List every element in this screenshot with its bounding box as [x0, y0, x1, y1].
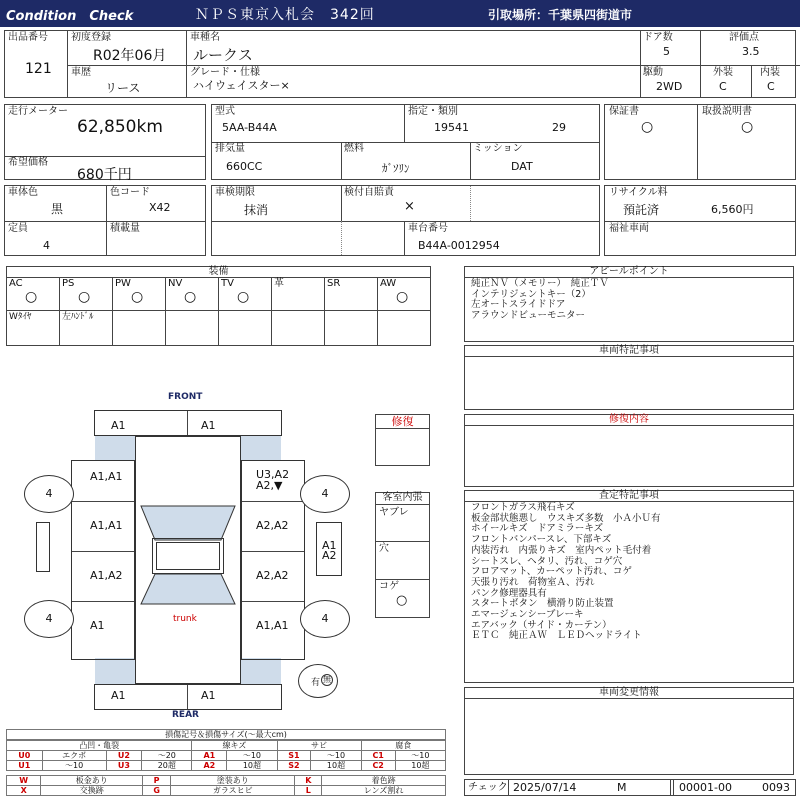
spare-sub: 無 — [323, 675, 331, 684]
equip-label: PW — [115, 278, 131, 289]
first-reg-label: 初度登録 — [71, 32, 111, 43]
equip-label: TV — [221, 278, 234, 289]
inspection-label: 車検期限 — [215, 187, 255, 198]
legend-code: C1 — [361, 751, 395, 761]
change-info-panel — [464, 687, 794, 775]
fuel-value: ｶﾞｿﾘﾝ — [382, 162, 410, 175]
recycle-welfare-panel — [604, 185, 796, 256]
equipment-panel — [6, 266, 431, 346]
legend-code: P — [143, 776, 171, 786]
equip-cell-7 — [378, 278, 431, 311]
capacity-value: 4 — [43, 239, 50, 252]
liability-value: × — [404, 199, 415, 214]
legend-code: U1 — [7, 761, 43, 771]
equip-cell-row2-2 — [113, 311, 166, 345]
trunk-label: trunk — [173, 614, 197, 624]
legend-code: C2 — [361, 761, 395, 771]
equipment-title: 装備 — [7, 267, 430, 278]
note-line: スタートボタン 横滑り防止装置 — [471, 598, 614, 610]
appeal-line: アラウンドビューモニター — [471, 310, 586, 322]
legend-group: サビ — [277, 741, 361, 751]
inspection-notes-title: 査定特記事項 — [465, 491, 793, 502]
legend-code: A1 — [192, 751, 227, 761]
tire-rear-right: 4 — [300, 600, 350, 638]
note-line: シートスレ、ヘタリ、汚れ、コゲ穴 — [471, 555, 623, 567]
model-label: 型式 — [215, 106, 235, 117]
equip-cell-row2-6 — [325, 311, 378, 345]
note-line: 内装汚れ 内張りキズ 室内ペット毛付着 — [471, 544, 652, 556]
tire-front-left: 4 — [24, 475, 74, 513]
legend-code: W — [7, 776, 41, 786]
liability-label: 検付自賠責 — [344, 187, 394, 198]
welfare-label: 福祉車両 — [609, 223, 649, 234]
note-line: 板金部状態悪し ウスキズ多数 小Ａ小Ｕ有 — [471, 512, 661, 524]
equip-mark: ○ — [78, 289, 91, 305]
right-headlight — [241, 436, 281, 460]
appeal-line: 左オートスライドドア — [471, 299, 566, 311]
inspection-notes-panel — [464, 490, 794, 683]
mileage-label: 走行メーター — [8, 106, 68, 117]
interior-label: 内装 — [760, 67, 780, 78]
doors-label: ドア数 — [643, 32, 673, 43]
tire-front-right: 4 — [300, 475, 350, 513]
legend-desc: 交換跡 — [41, 786, 143, 796]
equip-cell-5 — [272, 278, 325, 311]
legend-group: 線キズ — [192, 741, 277, 751]
price-label: 希望価格 — [8, 157, 48, 168]
model-spec-panel — [211, 104, 600, 180]
legend-code: S1 — [277, 751, 311, 761]
check-mark: M — [617, 781, 627, 794]
legend-code: G — [143, 786, 171, 796]
exterior-label: 外装 — [713, 67, 733, 78]
part-roof-2: A2 — [322, 549, 337, 562]
note-line: エアバック（サイド・カーテン） — [471, 619, 612, 631]
recycle-fee: 6,560円 — [711, 203, 754, 216]
part-rf-door: A2,A2 — [256, 519, 289, 532]
appeal-panel — [464, 266, 794, 342]
auction-title: ＮＰＳ東京入札会 342回 — [195, 7, 375, 23]
inspection-notes-lines — [471, 503, 661, 642]
equip-cell-row2-3 — [166, 311, 219, 345]
legend-title: 損傷記号＆損傷サイズ(〜最大cm) — [6, 729, 446, 740]
mission-value: DAT — [511, 160, 533, 173]
part-rf-fender-2: A2,▼ — [256, 479, 283, 492]
legend-code: K — [295, 776, 322, 786]
part-front-left: A1 — [111, 419, 126, 432]
equip-cell-row2-5 — [272, 311, 325, 345]
equip-mark: ○ — [184, 289, 197, 305]
lot-label: 出品番号 — [8, 32, 48, 43]
change-info-title: 車両変更情報 — [465, 688, 793, 699]
note-line: 天張り汚れ 荷物室Ａ、汚れ — [471, 576, 595, 588]
cabin-item-mark: ○ — [396, 593, 408, 608]
displacement-value: 660CC — [226, 160, 263, 173]
legend-code: L — [295, 786, 322, 796]
note-line: ホイールキズ ドアミラーキズ — [471, 523, 604, 535]
drive-label: 駆動 — [643, 67, 663, 78]
legend-code: U3 — [106, 761, 142, 771]
color-label: 車体色 — [8, 187, 38, 198]
part-lf-fender: A1,A1 — [90, 470, 123, 483]
equip-label: PS — [62, 278, 75, 289]
damage-legend — [6, 729, 446, 796]
history-value: リース — [105, 81, 141, 95]
car-name-label: 車種名 — [190, 32, 220, 43]
displacement-label: 排気量 — [215, 143, 245, 154]
lot-number: 121 — [25, 61, 52, 77]
note-line: フロントバンパースレ、下部キズ — [471, 534, 612, 546]
equip-label: AW — [380, 278, 397, 289]
appeal-lines — [471, 279, 609, 322]
doors-value: 5 — [663, 45, 670, 58]
legend-desc: 着色跡 — [322, 776, 446, 786]
part-lf-door: A1,A1 — [90, 519, 123, 532]
roof-panel — [152, 538, 224, 574]
equip-mark: ○ — [396, 289, 409, 305]
part-rf-fender-1: U3,A2 — [256, 468, 290, 481]
brand-label: Condition Check — [6, 9, 134, 24]
equip-cell-6 — [325, 278, 378, 311]
appeal-title: アピールポイント — [465, 267, 793, 278]
designation-value: 19541 — [434, 121, 469, 134]
equip-label: SR — [327, 278, 341, 289]
color-code-value: X42 — [149, 201, 171, 214]
model-value: 5AA-B44A — [222, 121, 277, 134]
equip-mark: ○ — [237, 289, 250, 305]
chassis-value: B44A-0012954 — [418, 239, 500, 252]
legend-desc: 10超 — [227, 761, 277, 771]
car-name-value: ルークス — [193, 46, 253, 64]
part-rear-left: A1 — [111, 689, 126, 702]
color-value: 黒 — [51, 202, 64, 216]
legend-desc: エクボ — [42, 751, 106, 761]
basic-info-panel — [4, 30, 796, 98]
check-label: チェック — [468, 782, 508, 793]
spare-label: 有 — [311, 678, 321, 688]
equip-label: NV — [168, 278, 183, 289]
exterior-value: C — [719, 80, 727, 93]
equip-label: 左ﾊﾝﾄﾞﾙ — [62, 312, 94, 322]
color-capacity-panel — [4, 185, 206, 256]
equip-cell-1 — [60, 278, 113, 311]
grade-label: グレード・仕様 — [190, 67, 260, 78]
score-value: 3.5 — [742, 45, 760, 58]
legend-desc: 板金あり — [41, 776, 143, 786]
legend-code: U2 — [106, 751, 142, 761]
legend-code: A2 — [192, 761, 227, 771]
appeal-line: 純正ＮＶ（メモリー） 純正ＴＶ — [471, 278, 609, 289]
part-front-right: A1 — [201, 419, 216, 432]
part-lr-door: A1,A2 — [90, 569, 123, 582]
legend-desc: 〜10 — [227, 751, 277, 761]
equip-cell-3 — [166, 278, 219, 311]
score-label: 評価点 — [729, 32, 759, 43]
first-reg-value: R02年06月 — [93, 48, 167, 64]
equip-mark: ○ — [25, 289, 38, 305]
part-roof-1: A1 — [322, 539, 337, 552]
equip-cell-row2-4 — [219, 311, 272, 345]
code-2: 0093 — [762, 781, 790, 794]
chassis-label: 車台番号 — [408, 223, 448, 234]
left-mirror — [36, 522, 50, 572]
repair-box — [375, 414, 430, 466]
front-label: FRONT — [168, 392, 203, 402]
special-notes-title: 車両特記事項 — [465, 346, 793, 357]
legend-desc: レンズ割れ — [322, 786, 446, 796]
rear-window — [135, 572, 241, 608]
check-date: 2025/07/14 — [513, 781, 577, 794]
legend-desc: 20超 — [142, 761, 192, 771]
legend-desc: 〜10 — [395, 751, 445, 761]
header-bar — [0, 0, 800, 27]
equip-mark: ○ — [131, 289, 144, 305]
cabin-item-label: 穴 — [379, 543, 389, 554]
equip-label: 革 — [274, 278, 284, 289]
pickup-location: 引取場所：千葉県四街道市 — [488, 8, 633, 22]
part-rr-door: A2,A2 — [256, 569, 289, 582]
capacity-label: 定員 — [8, 223, 28, 234]
legend-group: 凸凹・亀裂 — [7, 741, 192, 751]
left-headlight — [95, 436, 135, 460]
legend-code: X — [7, 786, 41, 796]
legend-table — [6, 740, 446, 771]
category-value: 29 — [552, 121, 566, 134]
equip-cell-row2-7 — [378, 311, 431, 345]
mileage-value: 62,850km — [77, 117, 163, 137]
repair-box-title: 修復 — [376, 415, 429, 429]
designation-label: 指定・類別 — [408, 106, 458, 117]
drive-value: 2WD — [656, 80, 683, 93]
note-line: エマージェンシーブレーキ — [471, 609, 584, 621]
equip-cell-row2-0 — [7, 311, 60, 345]
special-notes-panel — [464, 345, 794, 410]
inspection-chassis-panel — [211, 185, 600, 256]
history-label: 車歴 — [71, 67, 91, 78]
legend-desc: 〜20 — [142, 751, 192, 761]
cabin-title: 客室内張 — [376, 493, 429, 505]
note-line: パンク修理器具有 — [471, 587, 547, 599]
equip-cell-4 — [219, 278, 272, 311]
legend-group: 腐食 — [361, 741, 445, 751]
equip-label: Wﾀｲﾔ — [9, 312, 32, 322]
cabin-item-label: ヤブレ — [379, 507, 409, 518]
cabin-item-label: コゲ — [379, 581, 399, 592]
manual-label: 取扱説明書 — [702, 106, 752, 117]
interior-value: C — [767, 80, 775, 93]
code-1: 00001-00 — [679, 781, 732, 794]
footer-bar — [464, 779, 796, 796]
right-taillight — [241, 658, 281, 684]
legend-code: S2 — [277, 761, 311, 771]
legend-desc: 〜10 — [42, 761, 106, 771]
cabin-box — [375, 492, 430, 618]
legend-desc: ガラスヒビ — [171, 786, 295, 796]
warranty-value: ○ — [641, 119, 654, 135]
repair-content-panel — [464, 414, 794, 487]
warranty-label: 保証書 — [609, 106, 639, 117]
part-rr-quarter: A1,A1 — [256, 619, 289, 632]
legend-table-2 — [6, 775, 446, 796]
inspection-value: 抹消 — [244, 203, 269, 217]
manual-value: ○ — [741, 119, 754, 135]
mileage-price-panel — [4, 104, 206, 183]
rear-label: REAR — [172, 710, 199, 720]
left-taillight — [95, 658, 135, 684]
grade-value: ハイウェイスター× — [193, 79, 290, 92]
note-line: フロアマット、カーペット汚れ、コゲ — [471, 566, 632, 578]
mission-label: ミッション — [473, 143, 523, 154]
part-rear-right: A1 — [201, 689, 216, 702]
equip-cell-2 — [113, 278, 166, 311]
legend-desc: 10超 — [311, 761, 361, 771]
legend-desc: 塗装あり — [171, 776, 295, 786]
car-diagram — [0, 386, 460, 726]
load-label: 積載量 — [110, 223, 140, 234]
appeal-line: インテリジェントキー（2） — [471, 288, 591, 300]
note-line: フロントガラス飛石キズ — [471, 502, 575, 513]
documents-panel — [604, 104, 796, 180]
legend-desc: 〜10 — [311, 751, 361, 761]
note-line: ＥＴＣ 純正ＡＷ ＬＥＤヘッドライト — [471, 630, 642, 642]
price-value: 680千円 — [77, 167, 132, 183]
tire-rear-left: 4 — [24, 600, 74, 638]
equip-cell-0 — [7, 278, 60, 311]
fuel-label: 燃料 — [344, 143, 364, 154]
color-code-label: 色コード — [110, 187, 150, 198]
legend-desc: 10超 — [395, 761, 445, 771]
recycle-status: 預託済 — [623, 203, 660, 217]
equip-cell-row2-1 — [60, 311, 113, 345]
legend-code: U0 — [7, 751, 43, 761]
spare-tire — [298, 664, 338, 698]
recycle-label: リサイクル料 — [609, 187, 668, 198]
repair-content-title: 修復内容 — [465, 415, 793, 426]
equip-label: AC — [9, 278, 23, 289]
part-lr-quarter: A1 — [90, 619, 105, 632]
